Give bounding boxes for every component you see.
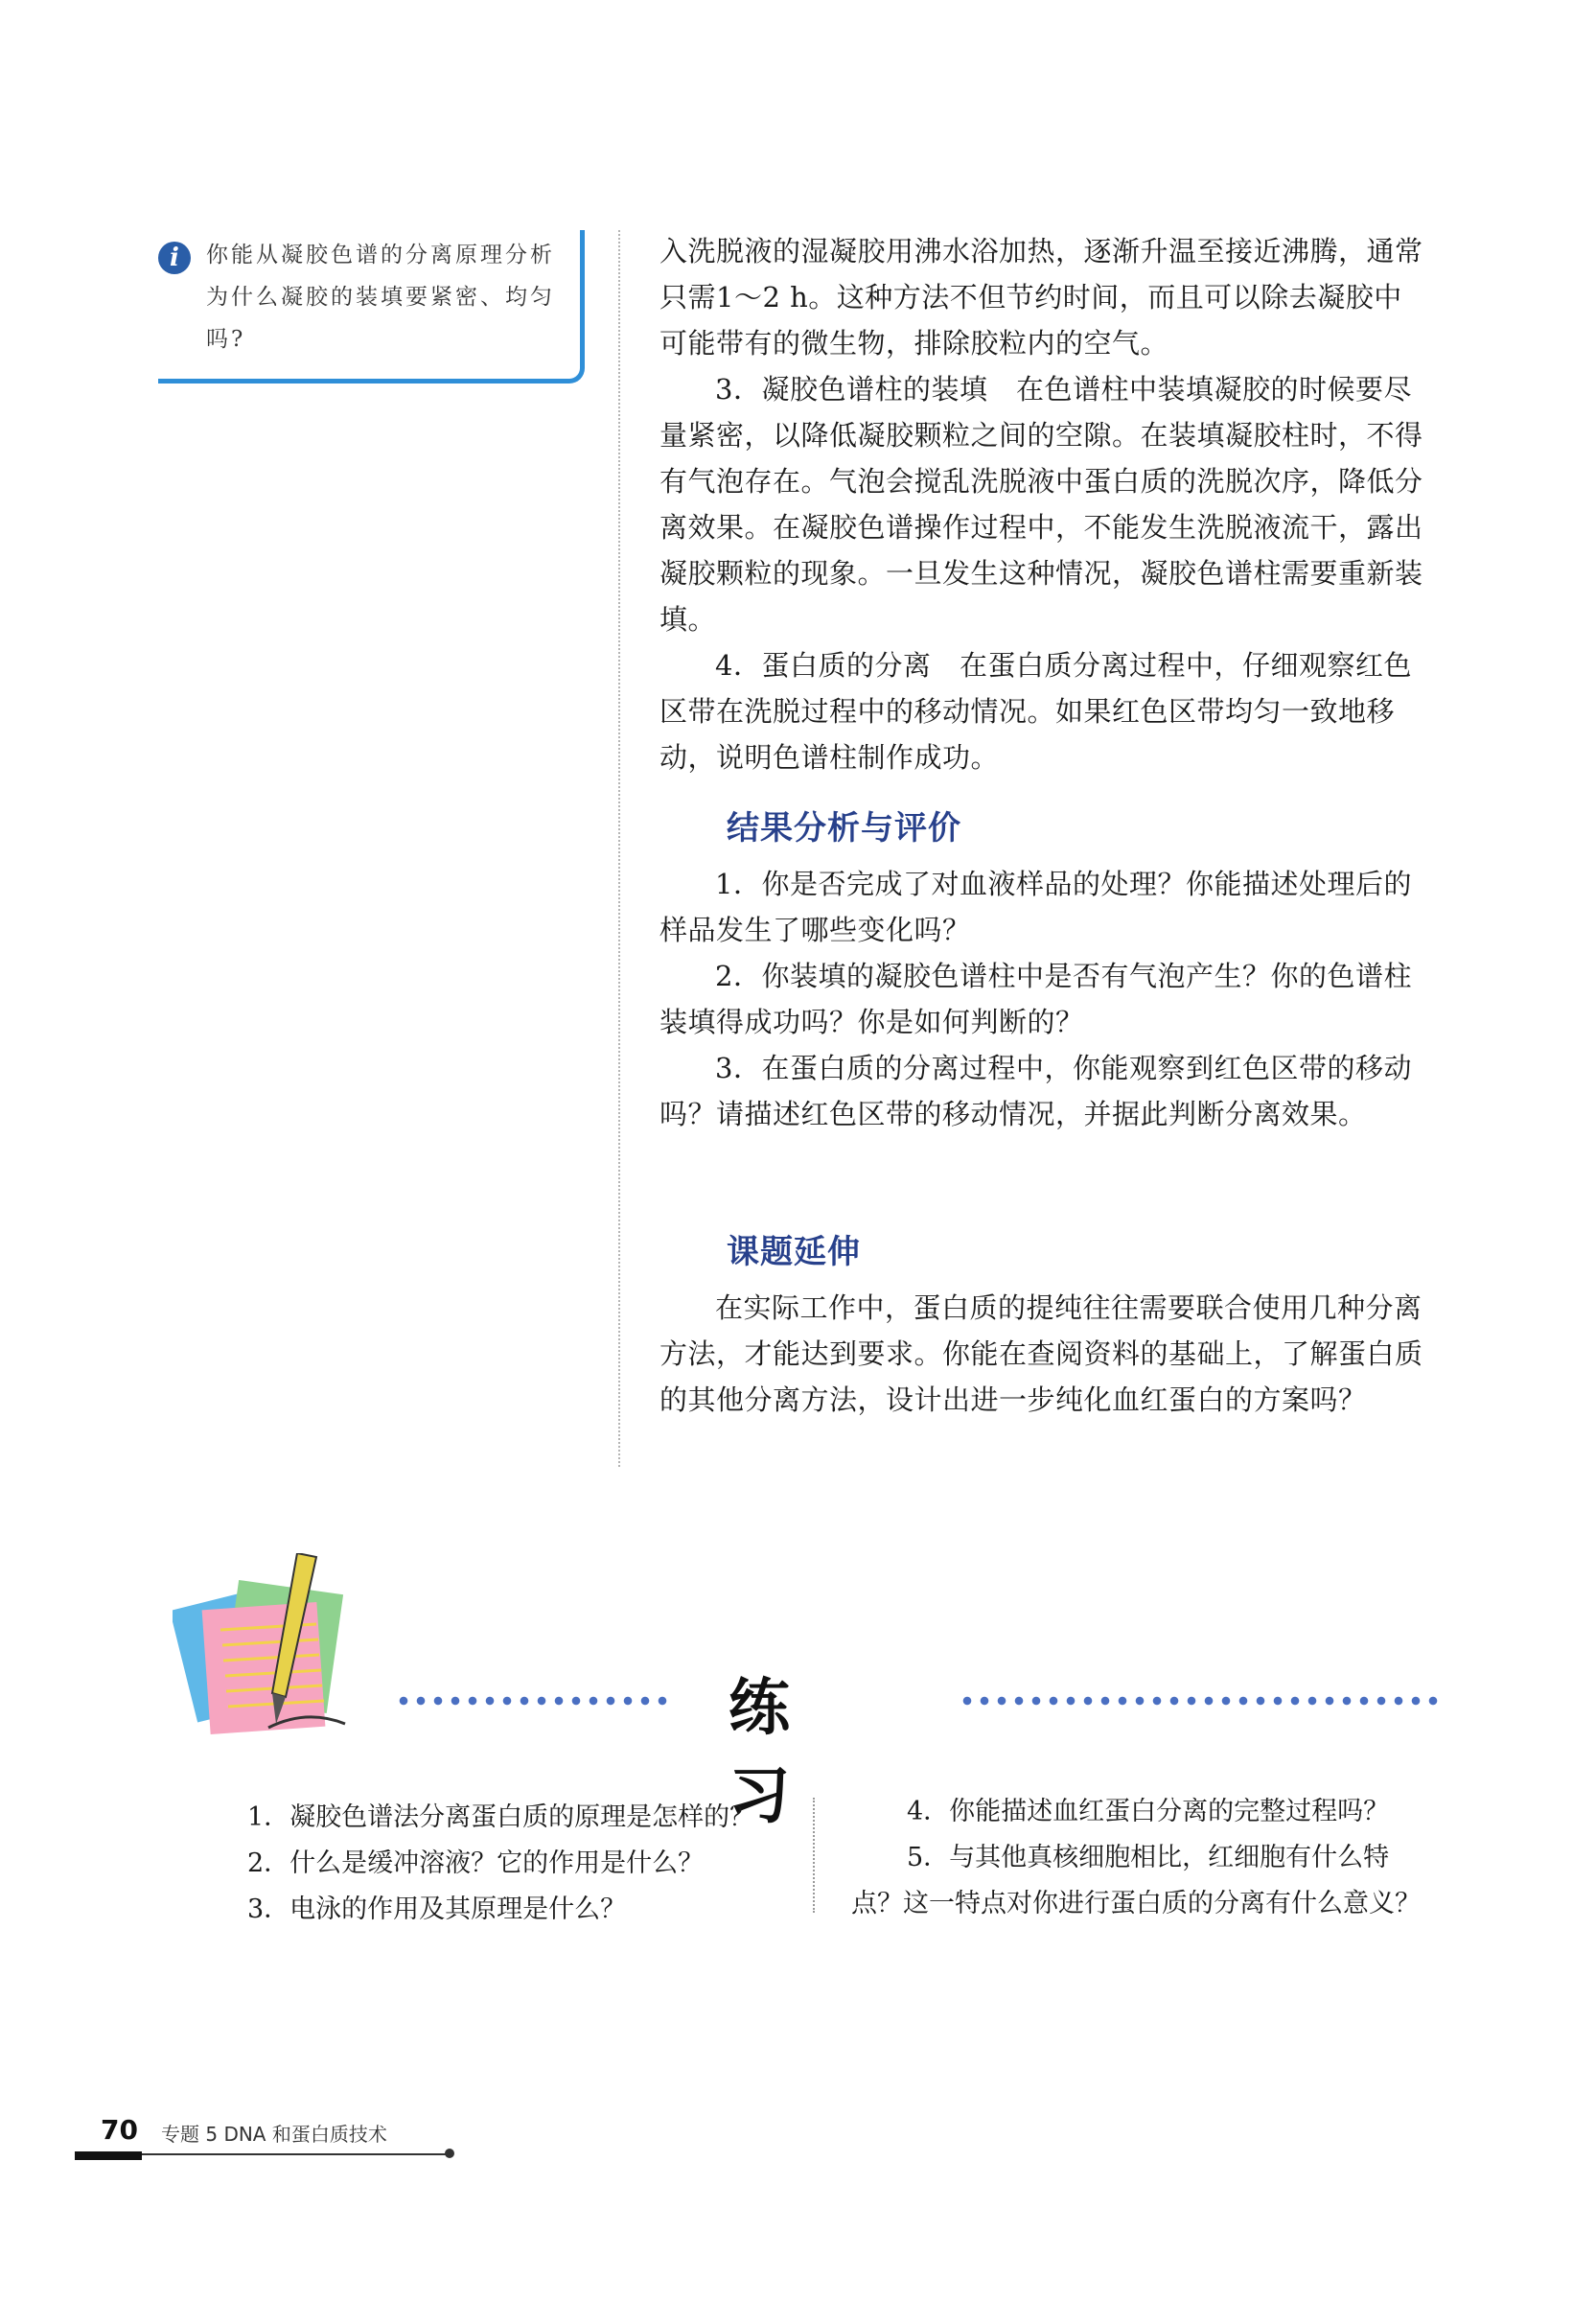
results-item-3: 3．在蛋白质的分离过程中，你能观察到红色区带的移动吗？请描述红色区带的移动情况，并据此判断分离效果。 [659,1052,1412,1130]
exercise-item-2: 2．什么是缓冲溶液？它的作用是什么？ [247,1848,705,1878]
sidebar-tip-text: 你能从凝胶色谱的分离原理分析为什么凝胶的装填要紧密、均匀吗? [206,243,555,352]
exercise-item-4: 4．你能描述血红蛋白分离的完整过程吗？ [907,1797,1390,1826]
main-column [659,228,1426,1416]
step-3-lead: 3．凝胶色谱柱的装填 [715,373,988,406]
exercise-item-3: 3．电泳的作用及其原理是什么？ [247,1894,627,1924]
dotted-rule-left [395,1695,673,1707]
exercise-title: 练 习 [729,1672,838,1832]
chapter-title: 专题 5 DNA 和蛋白质技术 [161,2123,387,2146]
sidebar-tip-box [158,230,585,384]
page-number: 70 [101,2114,138,2146]
results-item-1: 1．你是否完成了对血液样品的处理？你能描述处理后的样品发生了哪些变化吗？ [659,868,1412,946]
exercise-divider [813,1798,815,1913]
footer-dot [445,2149,454,2158]
footer-bar [75,2151,142,2160]
step-4-text: 在蛋白质分离过程中，仔细观察红色区带在洗脱过程中的移动情况。如果红色区带均匀一致地移动，说明色谱柱制作成功。 [659,649,1412,774]
results-list [659,861,1426,1137]
extension-paragraph: 在实际工作中，蛋白质的提纯往往需要联合使用几种分离方法，才能达到要求。你能在查阅资料的基础上，了解蛋白质的其他分离方法，设计出进一步纯化血红蛋白的方案吗？ [659,1291,1423,1416]
results-section-title: 结果分析与评价 [727,809,961,848]
step-4-lead: 4．蛋白质的分离 [715,649,932,682]
footer-rule [142,2153,447,2155]
paragraph-continued: 入洗脱液的湿凝胶用沸水浴加热，逐渐升温至接近沸腾，通常只需1～2 h。这种方法不但节约时间，而且可以除去凝胶中可能带有的微生物，排除胶粒内的空气。 [659,235,1423,360]
column-divider [618,230,620,1467]
results-item-2: 2．你装填的凝胶色谱柱中是否有气泡产生？你的色谱柱装填得成功吗？你是如何判断的？ [659,960,1412,1038]
step-3-text: 在色谱柱中装填凝胶的时候要尽量紧密，以降低凝胶颗粒之间的空隙。在装填凝胶柱时，不得有气泡存在。气泡会搅乱洗脱液中蛋白质的洗脱次序，降低分离效果。在凝胶色谱操作过程中，不能发生洗脱液流干，露出凝胶颗粒的现象。一旦发生这种情况，凝胶色谱柱需要重新装填。 [659,373,1423,636]
step-3-paragraph [659,366,1426,642]
exercise-item-5-line-2: 点？这一特点对你进行蛋白质的分离有什么意义？ [851,1889,1421,1918]
exercise-item-5-line-1: 5．与其他真核细胞相比，红细胞有什么特 [907,1843,1390,1872]
step-4-paragraph [659,642,1426,780]
exercise-right-list [851,1789,1421,1927]
info-icon: i [158,242,191,274]
extension-block [659,1285,1426,1423]
exercise-item-1: 1．凝胶色谱法分离蛋白质的原理是怎样的？ [247,1802,756,1832]
notepad-pencil-illustration [173,1553,383,1735]
extension-section-title: 课题延伸 [727,1233,861,1271]
exercise-left-list [247,1795,755,1933]
dotted-rule-right [959,1695,1438,1707]
